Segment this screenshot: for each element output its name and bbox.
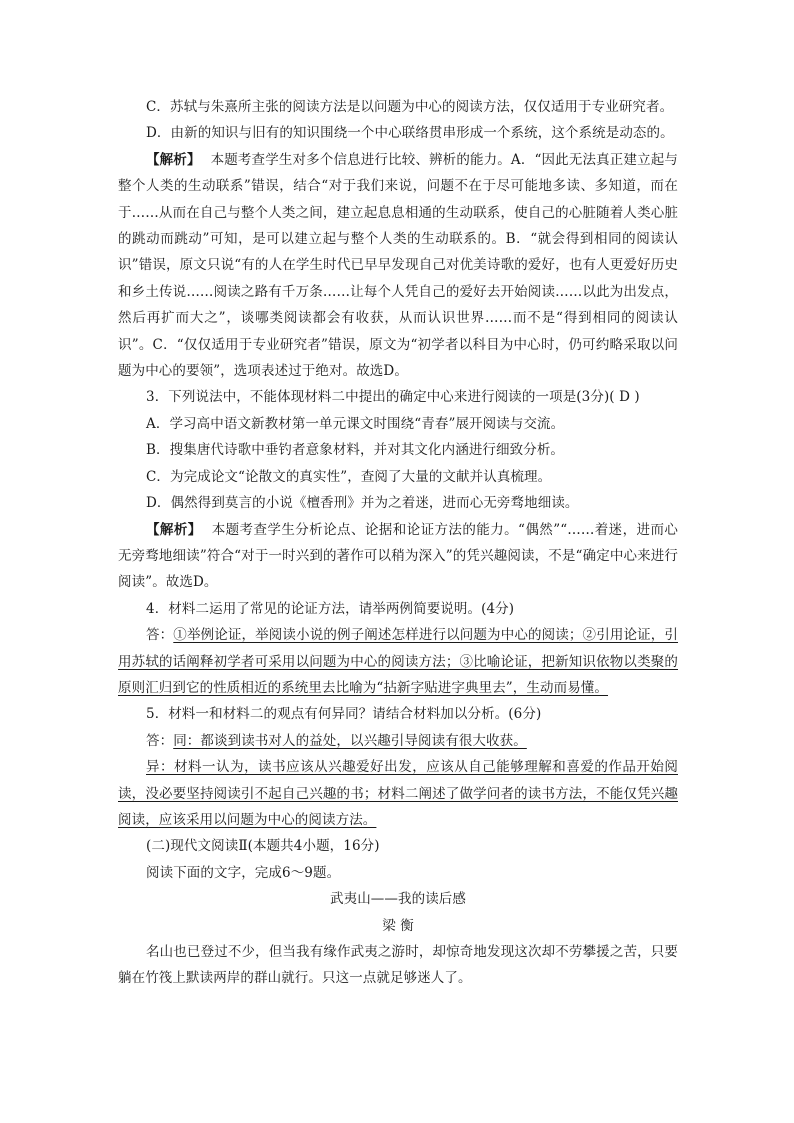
q3-option-d: D．偶然得到莫言的小说《檀香刑》并为之着迷，进而心无旁骛地细读。 — [146, 495, 579, 512]
analysis-q2 — [118, 147, 678, 385]
question-3: 3．下列说法中，不能体现材料二中提出的确定中心来进行阅读的一项是(3分)( D ) — [146, 389, 640, 406]
question-5: 5．材料一和材料二的观点有何异同？请结合材料加以分析。(6分) — [146, 706, 542, 723]
answer-q4 — [118, 622, 678, 701]
analysis-label: 【解析】 — [146, 521, 202, 538]
essay-title: 武夷山——我的读后感 — [330, 891, 466, 908]
section-heading: (二)现代文阅读Ⅱ(本题共4小题，16分) — [146, 838, 380, 855]
answer-q5-diff-text: 异：材料一认为，读书应该从兴趣爱好出发，应该从自己能够理解和喜爱的作品开始阅读，没必要坚持阅读引不起自己兴趣的书；材料二阐述了做学问者的读书方法，不能仅凭兴趣阅读，应该采用以问题为中心的阅读方法。 — [118, 759, 678, 828]
answer-q5-same — [118, 728, 678, 754]
analysis-q3 — [118, 517, 678, 596]
q3-option-a: A．学习高中语文新教材第一单元课文时围绕“青春”展开阅读与交流。 — [146, 415, 565, 432]
reading-instruction: 阅读下面的文字，完成6～9题。 — [146, 864, 341, 881]
document-content — [118, 94, 678, 992]
answer-q5-same-text: 同：都谈到读书对人的益处，以兴趣引导阅读有很大收获。 — [173, 732, 527, 749]
option-d: D．由新的知识与旧有的知识围绕一个中心联络贯串形成一个系统，这个系统是动态的。 — [146, 125, 674, 142]
question-4: 4．材料二运用了常见的论证方法，请举两例简要说明。(4分) — [146, 600, 515, 617]
answer-q4-text: ①举例论证，举阅读小说的例子阐述怎样进行以问题为中心的阅读；②引用论证，引用苏轼的话阐释初学者可采用以问题为中心的阅读方法；③比喻论证，把新知识依物以类聚的原则汇归到它的性质相近的系统里去比喻为“拈新字贴进字典里去”，生动而易懂。 — [118, 627, 679, 696]
option-c: C．苏轼与朱熹所主张的阅读方法是以问题为中心的阅读方法，仅仅适用于专业研究者。 — [146, 99, 674, 115]
answer-label: 答： — [146, 732, 174, 749]
answer-q5-diff — [118, 754, 678, 833]
analysis-q3-text: 本题考查学生分析论点、论据和论证方法的能力。“偶然”“……着迷，进而心无旁骛地细读”符合“对于一时兴到的著作可以稍为深入”的凭兴趣阅读，不是“确定中心来进行阅读”。故选D。 — [118, 521, 678, 591]
essay-author: 梁 衡 — [382, 917, 414, 934]
analysis-label: 【解析】 — [146, 151, 201, 168]
essay-paragraph: 名山也已登过不少，但当我有缘作武夷之游时，却惊奇地发现这次却不劳攀援之苦，只要躺在竹筏上默读两岸的群山就行。只这一点就足够迷人了。 — [118, 944, 678, 987]
q3-option-c: C．为完成论文“论散文的真实性”，查阅了大量的文献并认真梳理。 — [146, 468, 552, 485]
analysis-q2-text: 本题考查学生对多个信息进行比较、辨析的能力。A．“因此无法真正建立起与整个人类的生动联系”错误，结合“对于我们来说，问题不在于尽可能地多读、多知道，而在于……从而在自己与整个人类之间，建立起息息相通的生动联系，使自己的心脏随着人类心脏的跳动而跳动”可知，是可以建立起与整个人类的生动联系的。B．“就会得到相同的阅读认识”错误，原文只说“有的人在学生时代已早早发现自己对优美诗歌的爱好，也有人更爱好历史和乡土传说……阅读之路有千万条……让每个人凭自己的爱好去开始阅读……以此为出发点，然后再扩而大之”，谈哪类阅读都会有收获，从而认识世界……而不是“得到相同的阅读认识”。C．“仅仅适用于专业研究者”错误，原文为“初学者以科目为中心时，仍可约略采取以问题为中心的要领”，选项表述过于绝对。故选D。 — [118, 151, 678, 380]
q3-option-b: B．搜集唐代诗歌中垂钓者意象材料，并对其文化内涵进行细致分析。 — [146, 442, 565, 459]
answer-label: 答： — [146, 627, 174, 644]
